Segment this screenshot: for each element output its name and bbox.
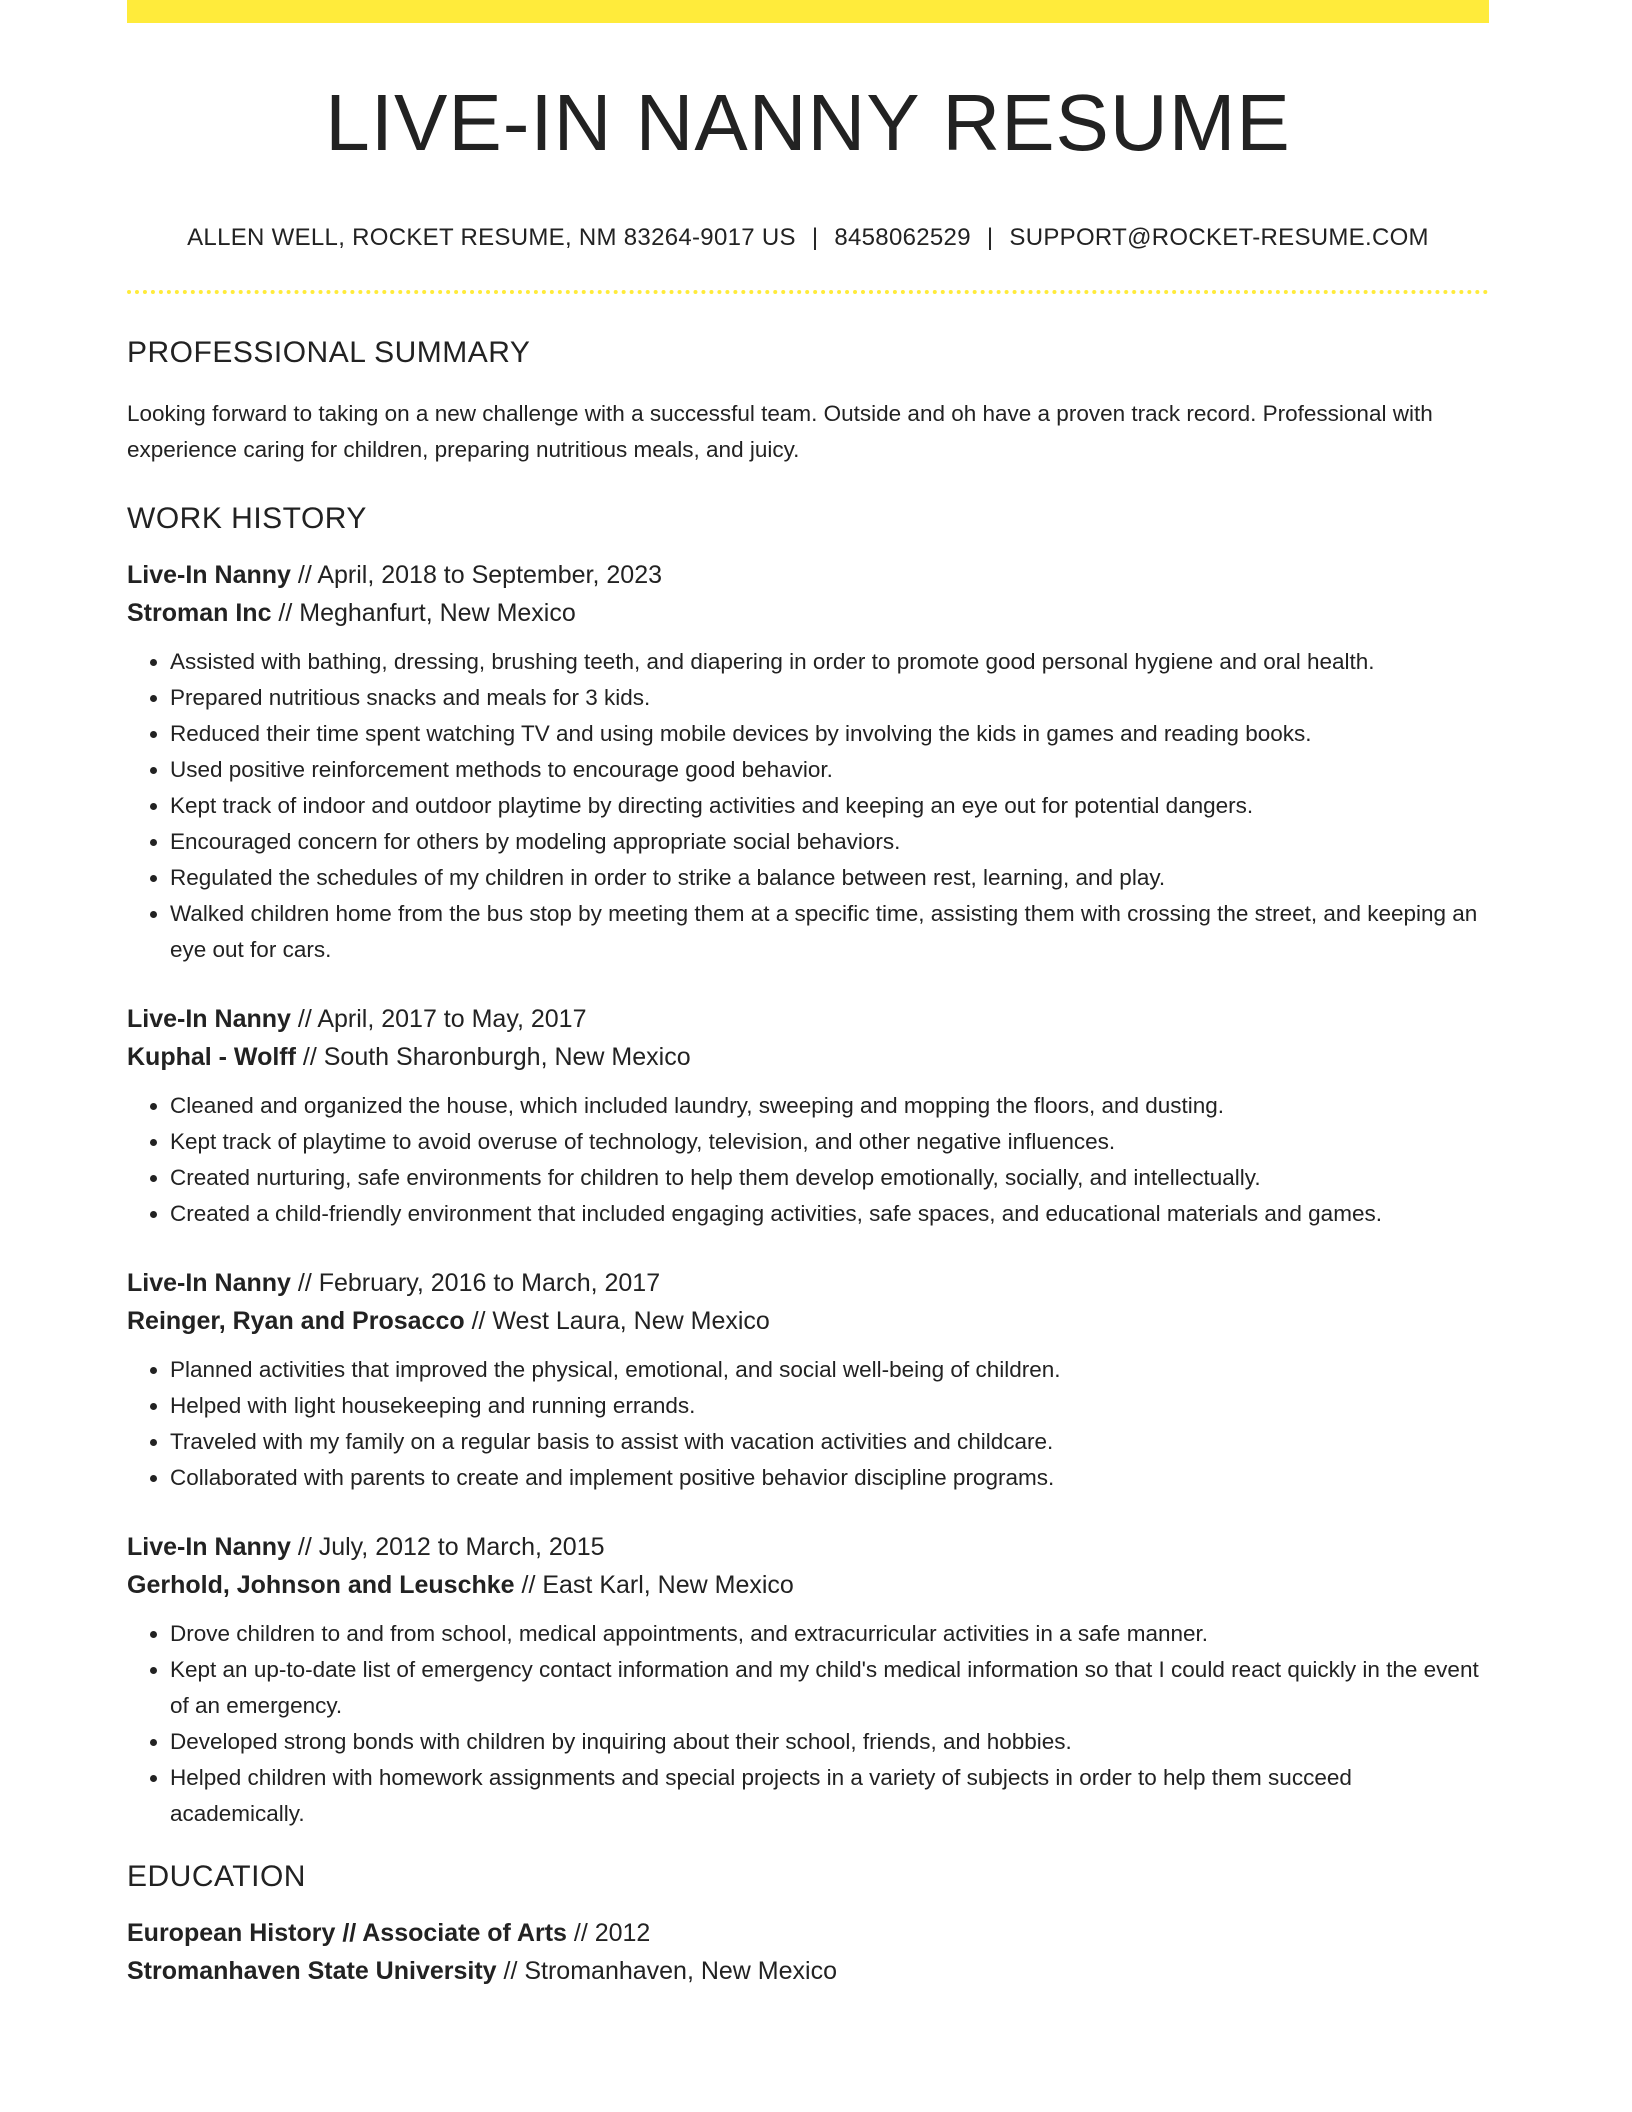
job-title-line (127, 1264, 1489, 1302)
job-title: Live-In Nanny (127, 1005, 291, 1033)
job-title-line (127, 556, 1489, 594)
contact-email: SUPPORT@ROCKET-RESUME.COM (1009, 224, 1429, 251)
education-degree: European History // Associate of Arts (127, 1919, 567, 1947)
job-dates: // April, 2017 to May, 2017 (290, 1005, 587, 1033)
dotted-divider (127, 290, 1489, 294)
job-company-line (127, 1566, 1489, 1604)
job-title-line (127, 1528, 1489, 1566)
job-duty-item: • Regulated the schedules of my children in order to strike a balance between rest, learning, and play. (170, 860, 1489, 896)
job-entry (127, 1528, 1489, 1832)
job-duty-item: • Created nurturing, safe environments for children to help them develop emotionally, socially, and intellectually. (170, 1160, 1489, 1196)
job-location: // South Sharonburgh, New Mexico (295, 1043, 691, 1071)
job-list (127, 556, 1489, 1832)
job-company-line (127, 1302, 1489, 1340)
resume-page (127, 0, 1489, 1990)
job-dates: // February, 2016 to March, 2017 (290, 1269, 661, 1297)
job-duty-item: • Helped with light housekeeping and running errands. (170, 1388, 1489, 1424)
work-history-heading: WORK HISTORY (127, 502, 367, 535)
job-title: Live-In Nanny (127, 561, 291, 589)
contact-separator: | (986, 224, 994, 251)
education-school: Stromanhaven State University (127, 1957, 497, 1985)
job-dates: // April, 2018 to September, 2023 (290, 561, 663, 589)
job-duty-item: • Traveled with my family on a regular basis to assist with vacation activities and childcare. (170, 1424, 1489, 1460)
education-entry (127, 1914, 1489, 1990)
education-school-line (127, 1952, 1489, 1990)
job-duty-item: • Collaborated with parents to create and implement positive behavior discipline programs. (170, 1460, 1489, 1496)
job-dates: // July, 2012 to March, 2015 (290, 1533, 605, 1561)
job-company-line (127, 1038, 1489, 1076)
summary-heading: PROFESSIONAL SUMMARY (127, 336, 531, 369)
contact-phone: 8458062529 (834, 224, 971, 251)
job-duty-item: • Created a child-friendly environment that included engaging activities, safe spaces, and educational materials and games. (170, 1196, 1489, 1232)
job-duty-item: • Planned activities that improved the physical, emotional, and social well-being of children. (170, 1352, 1489, 1388)
job-duty-item: • Walked children home from the bus stop by meeting them at a specific time, assisting them with crossing the street, and keeping an eye out for cars. (170, 896, 1489, 968)
job-duty-item: • Drove children to and from school, medical appointments, and extracurricular activities in a safe manner. (170, 1616, 1489, 1652)
accent-bar (127, 0, 1489, 23)
job-company: Kuphal - Wolff (127, 1043, 296, 1071)
contact-separator: | (811, 224, 819, 251)
job-duties-list (127, 644, 1489, 968)
job-location: // Meghanfurt, New Mexico (271, 599, 576, 627)
contact-line (127, 224, 1489, 252)
job-title: Live-In Nanny (127, 1533, 291, 1561)
education-location: // Stromanhaven, New Mexico (496, 1957, 837, 1985)
job-entry (127, 1264, 1489, 1496)
job-entry (127, 1000, 1489, 1232)
job-duty-item: • Helped children with homework assignments and special projects in a variety of subjects in order to help them succeed academically. (170, 1760, 1489, 1832)
job-duty-item: • Encouraged concern for others by modeling appropriate social behaviors. (170, 824, 1489, 860)
job-duty-item: • Assisted with bathing, dressing, brushing teeth, and diapering in order to promote good personal hygiene and oral health. (170, 644, 1489, 680)
job-duties-list (127, 1352, 1489, 1496)
job-location: // West Laura, New Mexico (464, 1307, 770, 1335)
job-company-line (127, 594, 1489, 632)
job-duty-item: • Kept track of playtime to avoid overuse of technology, television, and other negative influences. (170, 1124, 1489, 1160)
job-title: Live-In Nanny (127, 1269, 291, 1297)
job-duty-item: • Kept an up-to-date list of emergency contact information and my child's medical information so that I could react quickly in the event of an emergency. (170, 1652, 1489, 1724)
education-heading: EDUCATION (127, 1860, 306, 1893)
contact-address: ALLEN WELL, ROCKET RESUME, NM 83264-9017 US (187, 224, 796, 251)
job-duty-item: • Prepared nutritious snacks and meals for 3 kids. (170, 680, 1489, 716)
job-duties-list (127, 1088, 1489, 1232)
job-duty-item: • Reduced their time spent watching TV and using mobile devices by involving the kids in games and reading books. (170, 716, 1489, 752)
job-title-line (127, 1000, 1489, 1038)
job-duties-list (127, 1616, 1489, 1832)
job-duty-item: • Developed strong bonds with children by inquiring about their school, friends, and hobbies. (170, 1724, 1489, 1760)
summary-text: Looking forward to taking on a new challenge with a successful team. Outside and oh have a proven track record. Professional with experience caring for children, preparing nutritious meals, and juicy. (127, 401, 1433, 462)
resume-title: LIVE-IN NANNY RESUME (325, 78, 1291, 167)
education-degree-line (127, 1914, 1489, 1952)
job-duty-item: • Cleaned and organized the house, which included laundry, sweeping and mopping the floors, and dusting. (170, 1088, 1489, 1124)
job-company: Reinger, Ryan and Prosacco (127, 1307, 465, 1335)
education-year: // 2012 (566, 1919, 651, 1947)
job-company: Gerhold, Johnson and Leuschke (127, 1571, 515, 1599)
job-location: // East Karl, New Mexico (514, 1571, 794, 1599)
job-company: Stroman Inc (127, 599, 272, 627)
job-entry (127, 556, 1489, 968)
job-duty-item: • Kept track of indoor and outdoor playtime by directing activities and keeping an eye out for potential dangers. (170, 788, 1489, 824)
job-duty-item: • Used positive reinforcement methods to encourage good behavior. (170, 752, 1489, 788)
